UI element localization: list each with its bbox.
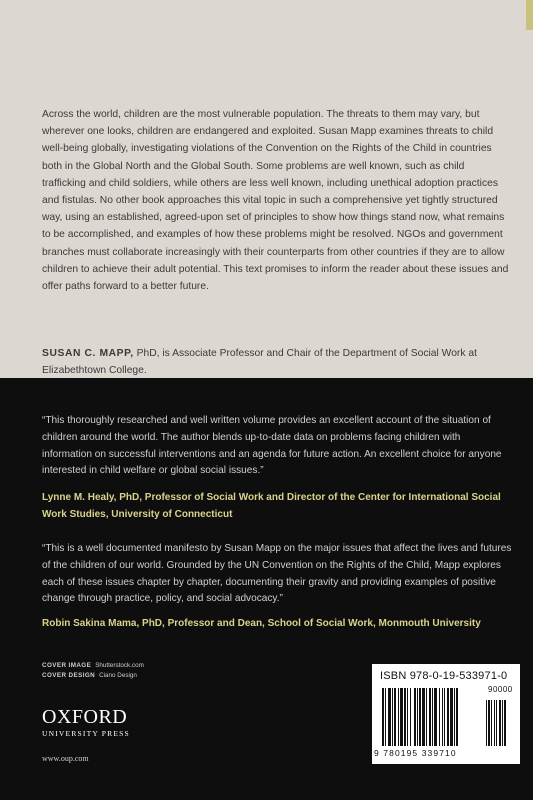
endorsement-quote-1: “This thoroughly researched and well written volume provides an excellent account of the situation of children around the world. The author blends up-to-date data on problems facing children with information on successful interventions and an agenda for future action. An excellent choice for anyone interested in child welfare or global social issues.” (42, 415, 502, 477)
barcode-bar (414, 688, 416, 746)
barcode-bar (426, 688, 427, 746)
book-description: Across the world, children are the most vulnerable population. The threats to them may vary, but wherever one looks, children are endangered and exploited. Susan Mapp examines threats to child well-being globally, investigating violations of the Convention on the Rights of the Child in countries both in the Global North and the Global South. Some problems are well known, such as child trafficking and child soldiers, while others are less well known, including unethical adoption practices and fistulas. No other book approaches this vital topic in such a comprehensive yet tightly structured way, using an established, agreed-upon set of principles to show how things stand now, what remains to be accomplished, and examples of how these problems might be resolved. NGOs and government branches must collaborate increasingly with their counterparts from other countries if they are to allow children to achieve their adult potential. This text promises to inform the reader about these issues and offer paths forward to a better future. (42, 109, 509, 293)
endorsement-quote-2: “This is a well documented manifesto by Susan Mapp on the major issues that affect the lives and futures of the children of our world. Grounded by the UN Convention on the Rights of the Child, Mapp explores each of these issues chapter by chapter, documenting their gravity and providing examples of positive change through practice, policy, and social advocacy.” (42, 543, 512, 605)
barcode-bar (434, 688, 437, 746)
barcode-addon-bar (491, 700, 492, 746)
barcode-bar (410, 688, 411, 746)
author-bio-text: PhD, is Associate Professor and Chair of the Department of Social Work at Elizabethtown College. (42, 348, 477, 377)
barcode-bar (432, 688, 433, 746)
barcode-addon-bar (496, 700, 497, 746)
barcode-digits: 9 780195 339710 (374, 748, 457, 758)
barcode-bar (388, 688, 391, 746)
cover-image-value: Shutterstock.com (95, 662, 144, 669)
barcode-bar (404, 688, 406, 746)
barcode-bar (382, 688, 384, 746)
cover-image-label: COVER IMAGE (42, 662, 92, 669)
barcode-addon-bar (494, 700, 495, 746)
barcode-addon: 90000 (488, 685, 513, 694)
barcode-bar (394, 688, 396, 746)
publisher-logo (42, 707, 130, 738)
barcode-bar (447, 688, 449, 746)
barcode-bar (429, 688, 431, 746)
barcode-icon (382, 688, 510, 748)
author-bio (42, 345, 510, 379)
accent-strip (526, 0, 533, 30)
barcode-bar (444, 688, 445, 746)
cover-design-label: COVER DESIGN (42, 672, 96, 679)
barcode-addon-bar (486, 700, 487, 746)
barcode-bar (456, 688, 458, 746)
barcode-bar (454, 688, 455, 746)
barcode-bar (439, 688, 440, 746)
barcode-addon-bar (502, 700, 503, 746)
barcode-bar (419, 688, 421, 746)
barcode-bar (400, 688, 403, 746)
author-name: SUSAN C. MAPP, (42, 348, 134, 359)
barcode-addon-bar (499, 700, 501, 746)
barcode-bar (385, 688, 386, 746)
endorsement-attribution-2: Robin Sakina Mama, PhD, Professor and Dean, School of Social Work, Monmouth University (42, 618, 481, 629)
barcode-bar (442, 688, 443, 746)
cover-design-value: Ciano Design (99, 672, 137, 679)
barcode-addon-bar (488, 700, 490, 746)
barcode-panel (372, 664, 520, 764)
isbn-text: ISBN 978-0-19-533971-0 (380, 670, 508, 682)
barcode-bar (398, 688, 399, 746)
barcode-bar (422, 688, 425, 746)
cover-credits (42, 661, 144, 681)
barcode-bar (407, 688, 408, 746)
barcode-bar (392, 688, 393, 746)
barcode-addon-bar (504, 700, 506, 746)
publisher-subtitle: UNIVERSITY PRESS (42, 729, 130, 738)
publisher-name: OXFORD (42, 706, 128, 728)
barcode-bar (450, 688, 453, 746)
publisher-website: www.oup.com (42, 754, 89, 763)
endorsement-attribution-1: Lynne M. Healy, PhD, Professor of Social Work and Director of the Center for International Social Work Studies, University of Connecticut (42, 492, 501, 520)
barcode-bar (417, 688, 418, 746)
